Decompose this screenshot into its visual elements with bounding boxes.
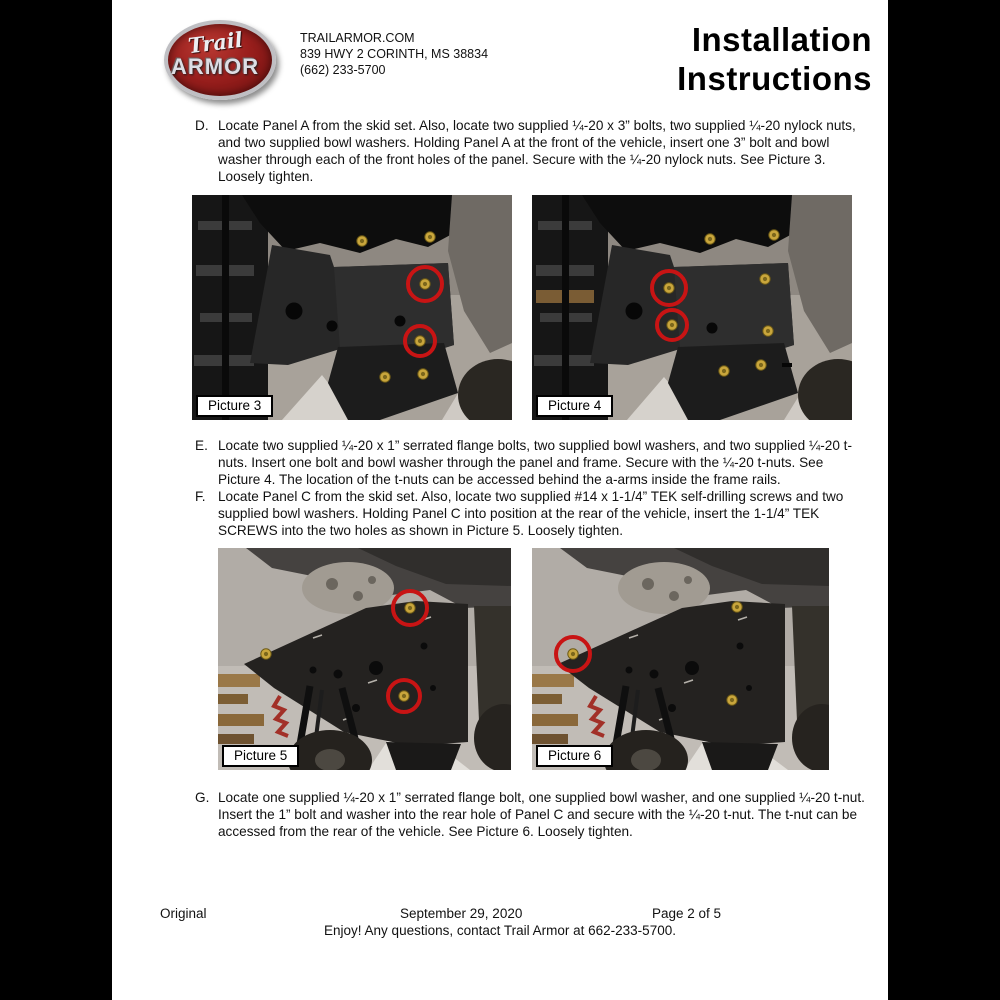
picture-5-label: Picture 5	[222, 745, 299, 767]
step-f-text: Locate Panel C from the skid set. Also, locate two supplied #14 x 1-1/4” TEK self-drilling screws and two supplied bowl washers. Holding Panel C into position at the rear of the vehicle, insert the 1-1/4” TEK SCREWS into the two holes as shown in Picture 5. Loosely tighten.	[218, 489, 844, 538]
step-e	[195, 437, 869, 488]
photo-picture-6	[532, 548, 829, 770]
instruction-page	[112, 0, 888, 1000]
step-g	[195, 789, 869, 840]
step-f	[195, 488, 869, 539]
step-d-letter: D.	[195, 118, 209, 133]
logo-armor-text: ARMOR	[171, 54, 260, 79]
company-contact-block	[300, 30, 488, 78]
photo-picture-5	[218, 548, 511, 770]
footer-date: September 29, 2020	[400, 906, 523, 921]
step-g-text: Locate one supplied ¼-20 x 1” serrated flange bolt, one supplied bowl washer, and one supplied ¼-20 t-nut. Insert the 1” bolt and washer into the rear hole of Panel C and secure with the ¼-20 t-nut. The t-nut can be accessed from the rear of the vehicle. See Picture 6. Loosely tighten.	[218, 790, 865, 839]
step-f-letter: F.	[195, 489, 206, 504]
underside-front-photo-illustration	[532, 195, 852, 420]
footer-page-number: Page 2 of 5	[652, 906, 722, 921]
step-e-text: Locate two supplied ¼-20 x 1” serrated flange bolts, two supplied bowl washers, and two supplied ¼-20 t-nuts. Insert one bolt and bowl washer through the panel and frame. Secure with the ¼-20 t-nuts. See Picture 4. The location of the t-nuts can be accessed behind the a-arms inside the frame rails.	[218, 438, 852, 487]
page-title-line1: Installation	[691, 21, 872, 58]
page-title-line2: Instructions	[677, 60, 872, 97]
company-address: 839 HWY 2 CORINTH, MS 38834	[300, 47, 489, 61]
step-g-letter: G.	[195, 790, 210, 805]
footer-line-1	[112, 906, 888, 923]
photo-picture-3	[192, 195, 512, 420]
underside-front-photo-illustration	[192, 195, 512, 420]
step-d	[195, 117, 869, 185]
page-title	[677, 20, 872, 98]
picture-4-label: Picture 4	[536, 395, 613, 417]
step-d-text: Locate Panel A from the skid set. Also, locate two supplied ¼-20 x 3” bolts, two supplied ¼-20 nylock nuts, and two supplied bowl washers. Holding Panel A at the front of the vehicle, insert one 3” bolt and bowl washer through each of the front holes of the panel. Secure with the ¼-20 nylock nuts. See Picture 3. Loosely tighten.	[218, 118, 856, 184]
photo-picture-4	[532, 195, 852, 420]
step-e-letter: E.	[195, 438, 208, 453]
company-phone: (662) 233-5700	[300, 63, 386, 77]
side-rear-photo-illustration	[532, 548, 829, 770]
picture-6-label: Picture 6	[536, 745, 613, 767]
picture-3-label: Picture 3	[196, 395, 273, 417]
footer-contact-note: Enjoy! Any questions, contact Trail Armor at 662-233-5700.	[324, 923, 676, 938]
footer-revision: Original	[160, 906, 207, 921]
logo-trail-text: Trail	[186, 26, 245, 59]
side-rear-photo-illustration	[218, 548, 511, 770]
trail-armor-logo	[162, 16, 282, 106]
company-website: TRAILARMOR.COM	[300, 31, 415, 45]
